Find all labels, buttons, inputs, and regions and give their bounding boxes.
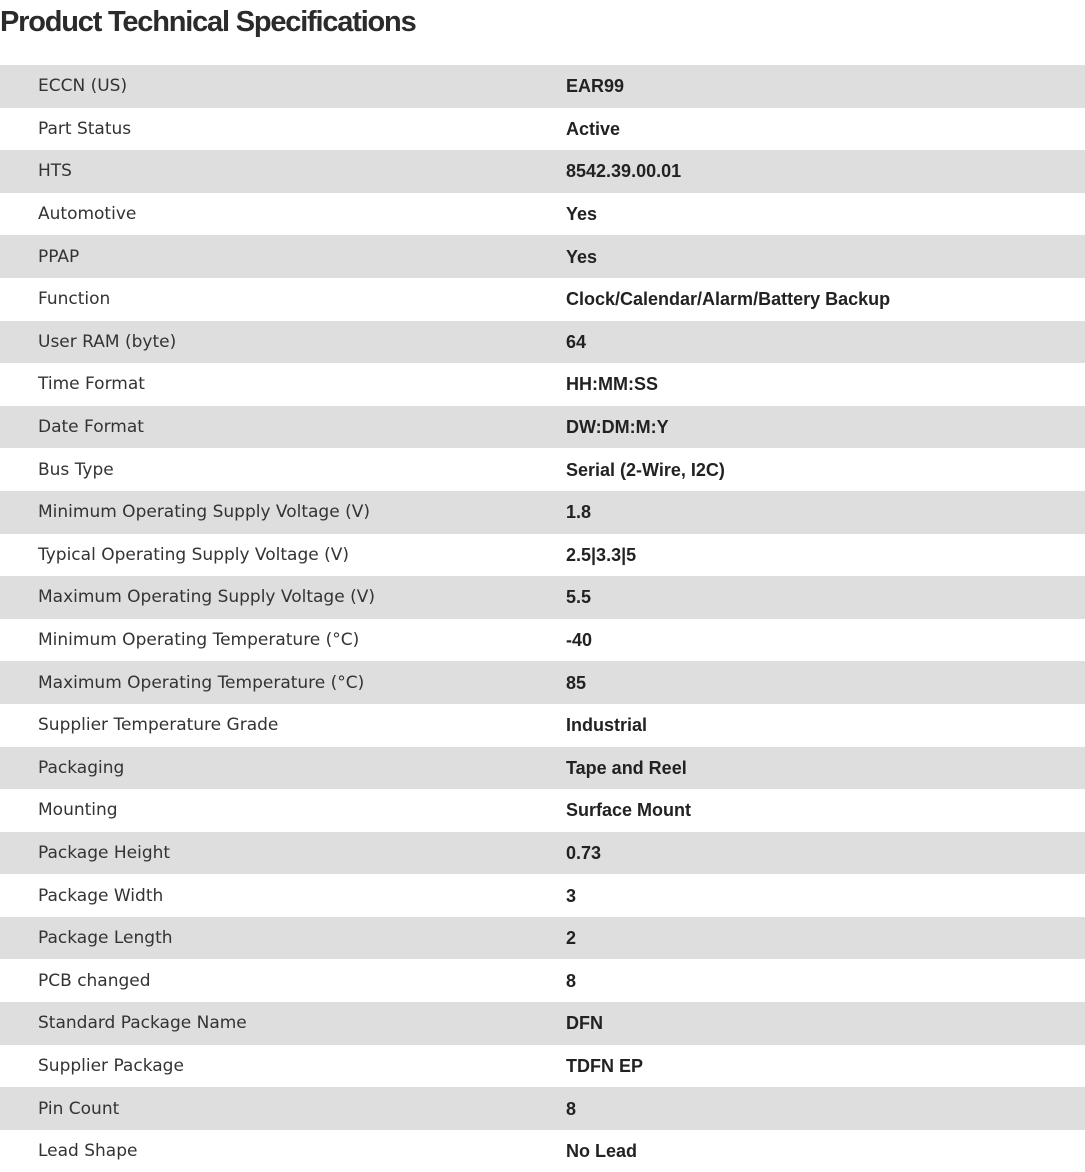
spec-value: Surface Mount [566, 800, 692, 821]
spec-row [0, 150, 1085, 193]
spec-row [0, 619, 1085, 662]
spec-label: Bus Type [38, 459, 114, 480]
spec-value: Industrial [566, 715, 648, 736]
page-title: Product Technical Specifications [0, 6, 416, 38]
spec-value: 8542.39.00.01 [566, 161, 682, 182]
spec-row [0, 704, 1085, 747]
spec-label: ECCN (US) [38, 76, 128, 97]
spec-row [0, 363, 1085, 406]
spec-row [0, 65, 1085, 108]
spec-value: 64 [566, 331, 587, 352]
spec-label: HTS [38, 161, 72, 182]
spec-value: Tape and Reel [566, 757, 687, 778]
spec-value: 0.73 [566, 842, 602, 863]
spec-row [0, 789, 1085, 832]
spec-value: 5.5 [566, 587, 592, 608]
spec-row [0, 747, 1085, 790]
spec-label: PPAP [38, 246, 80, 267]
spec-row [0, 917, 1085, 960]
spec-row [0, 406, 1085, 449]
specifications-table [0, 65, 1085, 1172]
spec-value: Serial (2-Wire, I2C) [566, 459, 725, 480]
spec-row [0, 534, 1085, 577]
spec-row [0, 235, 1085, 278]
spec-value: Yes [566, 204, 598, 225]
spec-label: Maximum Operating Supply Voltage (V) [38, 587, 375, 608]
spec-value: 3 [566, 885, 577, 906]
spec-value: EAR99 [566, 76, 625, 97]
spec-value: Active [566, 118, 621, 139]
spec-label: Date Format [38, 417, 144, 438]
spec-label: PCB changed [38, 970, 151, 991]
spec-value: 1.8 [566, 502, 592, 523]
spec-value: 8 [566, 970, 577, 991]
spec-label: User RAM (byte) [38, 331, 177, 352]
spec-row [0, 448, 1085, 491]
spec-row [0, 959, 1085, 1002]
spec-label: Minimum Operating Supply Voltage (V) [38, 502, 370, 523]
spec-row [0, 193, 1085, 236]
spec-value: 2.5|3.3|5 [566, 544, 637, 565]
spec-value: HH:MM:SS [566, 374, 658, 395]
spec-value: -40 [566, 630, 593, 651]
spec-value: Yes [566, 246, 598, 267]
spec-value: No Lead [566, 1141, 638, 1162]
spec-label: Maximum Operating Temperature (°C) [38, 672, 365, 693]
spec-row [0, 661, 1085, 704]
spec-row [0, 1045, 1085, 1088]
spec-label: Supplier Package [38, 1055, 184, 1076]
spec-row [0, 832, 1085, 875]
spec-label: Typical Operating Supply Voltage (V) [38, 544, 349, 565]
spec-label: Minimum Operating Temperature (°C) [38, 630, 360, 651]
spec-value: Clock/Calendar/Alarm/Battery Backup [566, 289, 891, 310]
spec-label: Function [38, 289, 111, 310]
spec-row [0, 874, 1085, 917]
spec-row [0, 1002, 1085, 1045]
spec-value: DW:DM:M:Y [566, 417, 669, 438]
spec-label: Standard Package Name [38, 1013, 247, 1034]
spec-label: Supplier Temperature Grade [38, 715, 279, 736]
spec-value: 85 [566, 672, 587, 693]
spec-label: Time Format [38, 374, 145, 395]
spec-label: Part Status [38, 118, 132, 139]
spec-row [0, 278, 1085, 321]
spec-row [0, 491, 1085, 534]
spec-label: Lead Shape [38, 1141, 138, 1162]
spec-label: Automotive [38, 204, 137, 225]
spec-row [0, 108, 1085, 151]
spec-label: Mounting [38, 800, 118, 821]
specifications-table-body [0, 65, 1085, 1172]
spec-value: DFN [566, 1013, 603, 1034]
spec-label: Packaging [38, 757, 125, 778]
spec-label: Package Length [38, 928, 173, 949]
spec-label: Package Height [38, 842, 171, 863]
spec-row [0, 321, 1085, 364]
spec-value: 8 [566, 1098, 577, 1119]
spec-value: TDFN EP [566, 1055, 644, 1076]
spec-row [0, 576, 1085, 619]
spec-label: Pin Count [38, 1098, 120, 1119]
spec-value: 2 [566, 928, 577, 949]
spec-row [0, 1087, 1085, 1130]
spec-row [0, 1130, 1085, 1172]
spec-label: Package Width [38, 885, 164, 906]
